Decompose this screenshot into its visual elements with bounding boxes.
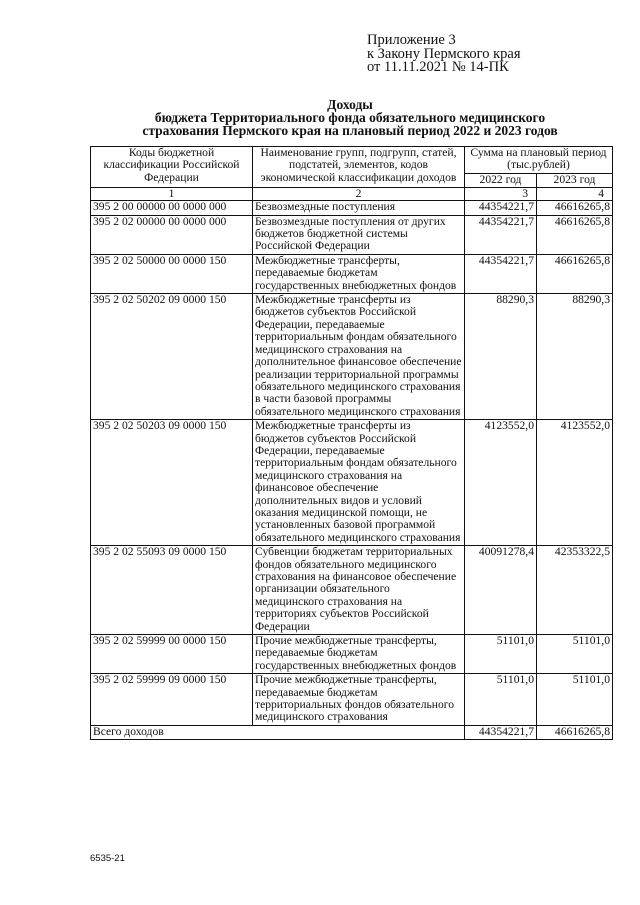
appendix-block (367, 34, 521, 75)
cell-2022: 44354221,7 (465, 254, 537, 293)
cell-code: 395 2 02 00000 00 0000 000 (91, 215, 253, 254)
cell-2022: 51101,0 (465, 674, 537, 726)
cell-code: 395 2 02 59999 00 0000 150 (91, 635, 253, 674)
cell-2023: 88290,3 (537, 294, 613, 420)
cell-name: Межбюджетные трансферты, передаваемые бюджетам государственных внебюджетных фондов (253, 254, 465, 293)
column-number: 3 (465, 188, 537, 201)
cell-2022: 44354221,7 (465, 215, 537, 254)
cell-2023: 42353322,5 (537, 546, 613, 635)
table-row (91, 215, 613, 254)
header-codes: Коды бюджетной классификации Российской Федерации (91, 147, 253, 188)
title-line: бюджета Территориального фонда обязательного медицинского (154, 109, 546, 125)
cell-2022: 4123552,0 (465, 420, 537, 546)
header-year-2022: 2022 год (465, 173, 537, 187)
document-title (60, 99, 640, 137)
cell-2023: 51101,0 (537, 674, 613, 726)
cell-2023: 46616265,8 (537, 215, 613, 254)
revenue-table (90, 146, 613, 740)
cell-name: Безвозмездные поступления от других бюджетов бюджетной системы Российской Федерации (253, 215, 465, 254)
table-row (91, 420, 613, 546)
cell-code: 395 2 02 50203 09 0000 150 (91, 420, 253, 546)
cell-2022: 51101,0 (465, 635, 537, 674)
table-row (91, 635, 613, 674)
cell-2023: 46616265,8 (537, 254, 613, 293)
cell-name: Прочие межбюджетные трансферты, передаваемые бюджетам территориальных фондов обязательного медицинского страхования (253, 674, 465, 726)
cell-code: 395 2 02 50000 00 0000 150 (91, 254, 253, 293)
cell-name: Прочие межбюджетные трансферты, передаваемые бюджетам государственных внебюджетных фондов (253, 635, 465, 674)
column-number: 1 (91, 188, 253, 201)
column-number: 4 (537, 188, 613, 201)
appendix-line: Приложение 3 (367, 32, 456, 48)
header-name: Наименование групп, подгрупп, статей, подстатей, элементов, кодов экономической классификации доходов (253, 147, 465, 188)
cell-2022: 40091278,4 (465, 546, 537, 635)
cell-name: Межбюджетные трансферты из бюджетов субъектов Российской Федерации, передаваемые территориальным фондам обязательного медицинского страхования на финансовое обеспечение дополнительных видов и условий оказания медицинской помощи, не установленных базовой программой обязательного медицинского страхования (253, 420, 465, 546)
header-sum: Сумма на плановый период (тыс.рублей) (465, 147, 613, 174)
title-line: Доходы (327, 97, 373, 112)
total-2023: 46616265,8 (537, 725, 613, 739)
column-number: 2 (253, 188, 465, 201)
table-row (91, 201, 613, 215)
table-row (91, 254, 613, 293)
table-row (91, 546, 613, 635)
total-2022: 44354221,7 (465, 725, 537, 739)
table-row (91, 674, 613, 726)
total-row (91, 725, 613, 739)
total-label: Всего доходов (91, 725, 465, 739)
title-line: страхования Пермского края на плановый период 2022 и 2023 годов (142, 122, 558, 138)
header-year-2023: 2023 год (537, 173, 613, 187)
appendix-line: к Закону Пермского края (367, 45, 521, 62)
cell-2022: 88290,3 (465, 294, 537, 420)
cell-name: Субвенции бюджетам территориальных фондов обязательного медицинского страхования на финансовое обеспечение организации обязательного медицинского страхования на территориях субъектов Российской Федерации (253, 546, 465, 635)
table-row (91, 294, 613, 420)
cell-code: 395 2 00 00000 00 0000 000 (91, 201, 253, 215)
cell-name: Межбюджетные трансферты из бюджетов субъектов Российской Федерации, передаваемые территориальным фондам обязательного медицинского страхования на дополнительное финансовое обеспечение реализации территориальной программы обязательного медицинского страхования в части базовой программы обязательного медицинского страхования (253, 294, 465, 420)
cell-2023: 4123552,0 (537, 420, 613, 546)
appendix-line: от 11.11.2021 № 14-ПК (367, 59, 509, 75)
cell-2023: 46616265,8 (537, 201, 613, 215)
document-code: 6535-21 (90, 853, 125, 864)
cell-name: Безвозмездные поступления (253, 201, 465, 215)
cell-2023: 51101,0 (537, 635, 613, 674)
cell-code: 395 2 02 59999 09 0000 150 (91, 674, 253, 726)
cell-code: 395 2 02 50202 09 0000 150 (91, 294, 253, 420)
cell-code: 395 2 02 55093 09 0000 150 (91, 546, 253, 635)
cell-2022: 44354221,7 (465, 201, 537, 215)
